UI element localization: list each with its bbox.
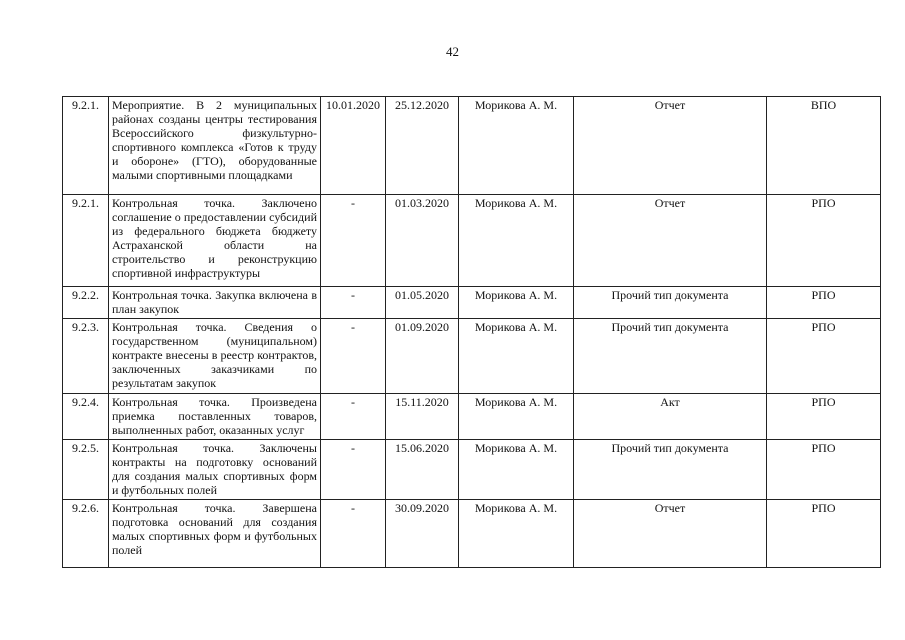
table-row bbox=[63, 195, 881, 287]
row-start-date: - bbox=[321, 394, 386, 440]
row-document-type: Акт bbox=[574, 394, 767, 440]
row-responsible: Морикова А. М. bbox=[459, 319, 574, 394]
row-description: Контрольная точка. Закупка включена в план закупок bbox=[109, 287, 321, 319]
row-level: РПО bbox=[767, 500, 881, 568]
row-level: РПО bbox=[767, 440, 881, 500]
row-responsible: Морикова А. М. bbox=[459, 394, 574, 440]
row-number: 9.2.3. bbox=[63, 319, 109, 394]
table-row bbox=[63, 287, 881, 319]
row-responsible: Морикова А. М. bbox=[459, 440, 574, 500]
table-row bbox=[63, 319, 881, 394]
row-start-date: 10.01.2020 bbox=[321, 97, 386, 195]
row-level: РПО bbox=[767, 394, 881, 440]
row-responsible: Морикова А. М. bbox=[459, 97, 574, 195]
row-level: РПО bbox=[767, 319, 881, 394]
row-description: Контрольная точка. Сведения о государственном (муниципальном) контракте внесены в реестр контрактов, заключенных заказчиками по результатам закупок bbox=[109, 319, 321, 394]
row-start-date: - bbox=[321, 195, 386, 287]
row-end-date: 25.12.2020 bbox=[386, 97, 459, 195]
row-number: 9.2.5. bbox=[63, 440, 109, 500]
row-number: 9.2.4. bbox=[63, 394, 109, 440]
row-level: РПО bbox=[767, 195, 881, 287]
row-responsible: Морикова А. М. bbox=[459, 195, 574, 287]
row-document-type: Прочий тип документа bbox=[574, 287, 767, 319]
row-level: РПО bbox=[767, 287, 881, 319]
row-description: Мероприятие. В 2 муниципальных районах созданы центры тестирования Всероссийского физкультурно-спортивного комплекса «Готов к труду и обороне» (ГТО), оборудованные малыми спортивными площадками bbox=[109, 97, 321, 195]
row-start-date: - bbox=[321, 440, 386, 500]
row-end-date: 30.09.2020 bbox=[386, 500, 459, 568]
row-number: 9.2.1. bbox=[63, 195, 109, 287]
row-start-date: - bbox=[321, 287, 386, 319]
row-document-type: Отчет bbox=[574, 97, 767, 195]
row-number: 9.2.2. bbox=[63, 287, 109, 319]
row-end-date: 01.05.2020 bbox=[386, 287, 459, 319]
row-start-date: - bbox=[321, 319, 386, 394]
table-row bbox=[63, 500, 881, 568]
row-description: Контрольная точка. Произведена приемка поставленных товаров, выполненных работ, оказанных услуг bbox=[109, 394, 321, 440]
row-end-date: 01.03.2020 bbox=[386, 195, 459, 287]
row-document-type: Прочий тип документа bbox=[574, 440, 767, 500]
row-level: ВПО bbox=[767, 97, 881, 195]
row-number: 9.2.1. bbox=[63, 97, 109, 195]
table-row bbox=[63, 97, 881, 195]
table-row bbox=[63, 394, 881, 440]
row-description: Контрольная точка. Заключены контракты на подготовку оснований для создания малых спортивных форм и футбольных полей bbox=[109, 440, 321, 500]
row-description: Контрольная точка. Заключено соглашение о предоставлении субсидий из федерального бюджета бюджету Астраханской области на строительство и реконструкцию спортивной инфраструктуры bbox=[109, 195, 321, 287]
row-description: Контрольная точка. Завершена подготовка оснований для создания малых спортивных форм и футбольных полей bbox=[109, 500, 321, 568]
row-number: 9.2.6. bbox=[63, 500, 109, 568]
row-responsible: Морикова А. М. bbox=[459, 500, 574, 568]
row-responsible: Морикова А. М. bbox=[459, 287, 574, 319]
row-document-type: Прочий тип документа bbox=[574, 319, 767, 394]
row-end-date: 15.06.2020 bbox=[386, 440, 459, 500]
row-end-date: 15.11.2020 bbox=[386, 394, 459, 440]
plan-table bbox=[62, 96, 881, 568]
page-number: 42 bbox=[446, 44, 459, 59]
table-row bbox=[63, 440, 881, 500]
row-document-type: Отчет bbox=[574, 195, 767, 287]
row-document-type: Отчет bbox=[574, 500, 767, 568]
row-end-date: 01.09.2020 bbox=[386, 319, 459, 394]
row-start-date: - bbox=[321, 500, 386, 568]
